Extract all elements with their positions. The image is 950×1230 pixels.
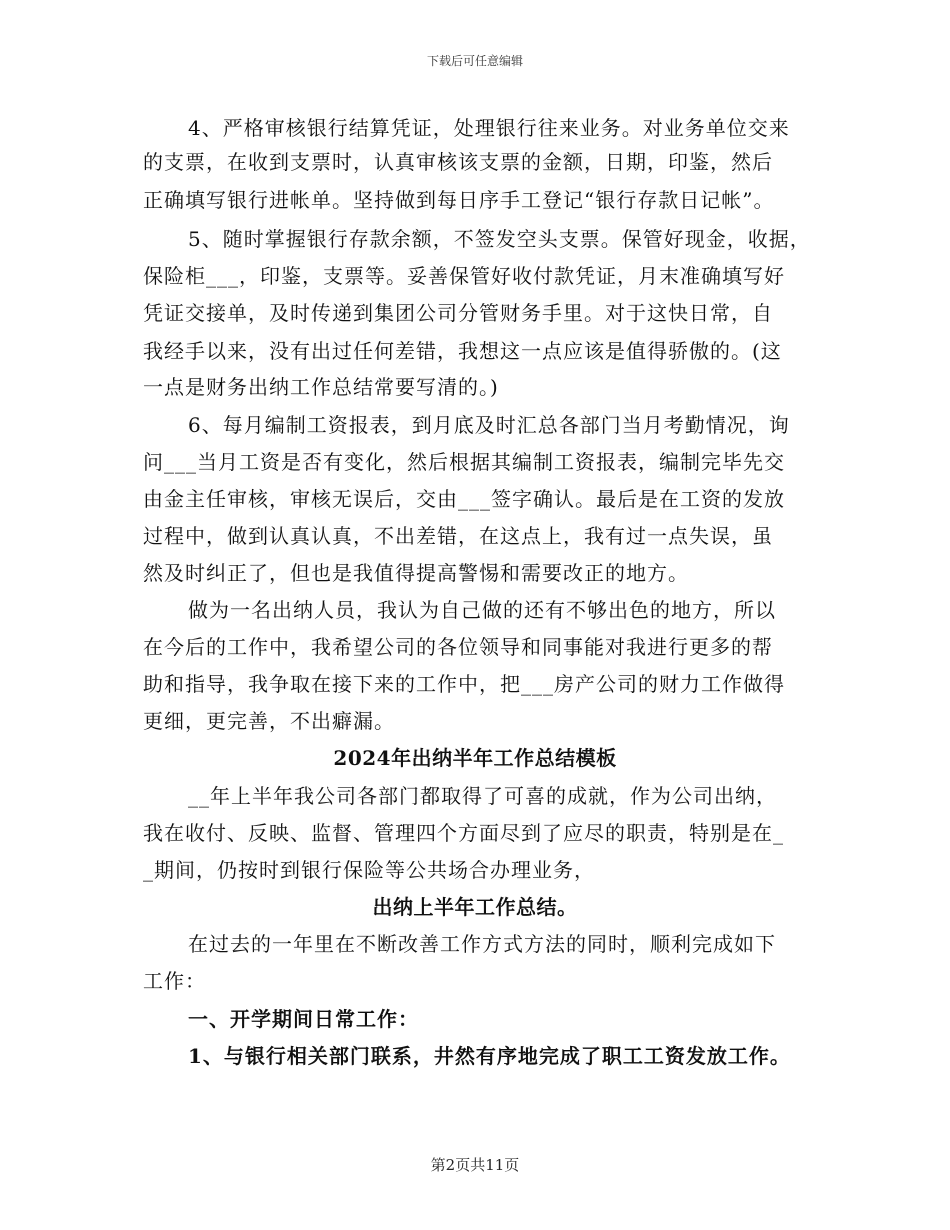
paragraph-line: 更细，更完善，不出癖漏。 — [143, 709, 395, 733]
paragraph-line: 在今后的工作中，我希望公司的各位领导和同事能对我进行更多的帮 — [143, 635, 773, 659]
paragraph-line: 然及时纠正了，但也是我值得提高警惕和需要改正的地方。 — [143, 561, 689, 585]
paragraph-line: 6、每月编制工资报表，到月底及时汇总各部门当月考勤情况，询 — [188, 413, 790, 437]
paragraph-line: 过程中，做到认真认真，不出差错，在这点上，我有过一点失误，虽 — [143, 524, 773, 548]
paragraph-line: _期间，仍按时到银行保险等公共场合办理业务， — [143, 858, 595, 882]
page-number: 第2页共11页 — [430, 1156, 520, 1174]
paragraph-line: 4、严格审核银行结算凭证，处理银行往来业务。对业务单位交来 — [188, 116, 790, 140]
page-header: 下载后可任意编辑 — [426, 54, 523, 68]
paragraph-line: 我经手以来，没有出过任何差错，我想这一点应该是值得骄傲的。(这 — [143, 339, 782, 363]
paragraph-line: 工作： — [143, 969, 206, 993]
paragraph-line: 凭证交接单，及时传递到集团公司分管财务手里。对于这快日常，自 — [143, 301, 773, 325]
list-item: 1、与银行相关部门联系，井然有序地完成了职工工资发放工作。 — [188, 1044, 791, 1068]
paragraph-line: 5、随时掌握银行存款余额，不签发空头支票。保管好现金，收据， — [188, 227, 811, 251]
section-title: 2024年出纳半年工作总结模板 — [333, 746, 617, 770]
paragraph-line: 的支票，在收到支票时，认真审核该支票的金额，日期，印鉴，然后 — [143, 150, 773, 174]
paragraph-line: 保险柜___，印鉴，支票等。妥善保管好收付款凭证，月末准确填写好 — [143, 264, 785, 288]
paragraph-line: 助和指导，我争取在接下来的工作中，把___房产公司的财力工作做得 — [143, 672, 785, 696]
list-heading: 一、开学期间日常工作： — [188, 1007, 419, 1031]
paragraph-line: 在过去的一年里在不断改善工作方式方法的同时，顺利完成如下 — [188, 932, 776, 956]
paragraph-line: 正确填写银行进帐单。坚持做到每日序手工登记“银行存款日记帐”。 — [143, 188, 775, 212]
subsection-title: 出纳上半年工作总结。 — [372, 895, 578, 919]
paragraph-line: 做为一名出纳人员，我认为自己做的还有不够出色的地方，所以 — [188, 598, 776, 622]
paragraph-line: 我在收付、反映、监督、管理四个方面尽到了应尽的职责，特别是在_ — [143, 821, 784, 845]
paragraph-line: __年上半年我公司各部门都取得了可喜的成就，作为公司出纳， — [188, 784, 777, 808]
paragraph-line: 问___当月工资是否有变化，然后根据其编制工资报表，编制完毕先交 — [143, 450, 785, 474]
paragraph-line: 一点是财务出纳工作总结常要写清的。) — [143, 375, 499, 399]
paragraph-line: 由金主任审核，审核无误后，交由___签字确认。最后是在工资的发放 — [143, 487, 785, 511]
